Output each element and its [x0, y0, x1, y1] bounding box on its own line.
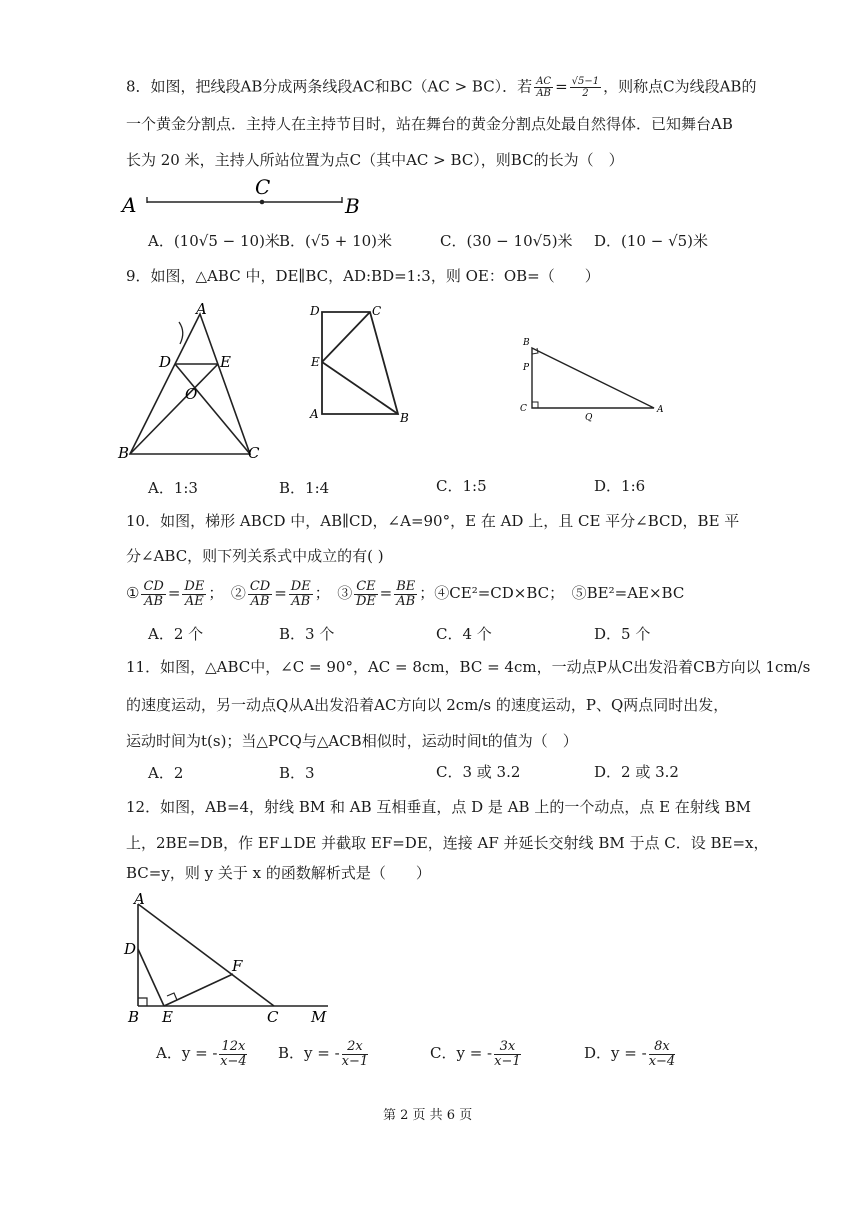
q12-line2: 上，2BE=DB，作 EF⊥DE 并截取 EF=DE，连接 AF 并延长交射线 BM 于点 C．设 BE=x， [126, 834, 769, 852]
q8-option-c: C．(30 − 10√5)米 [440, 232, 573, 250]
q10-relations: ① $\frac{CD}{AB}$ = $\frac{DE}{AE}$ ； ② $\frac{CD}{AB}$ = $\frac{DE}{AB}$ ； ③ $\frac{CE}{DE}$ = $\frac{BE}{AB}$ ；④CE²=CD×BC； ⑤BE²=AE×BC [126, 578, 685, 609]
svg-text:C: C [267, 1008, 279, 1026]
svg-text:D: D [310, 304, 320, 318]
q9-figure-triangle [112, 296, 272, 466]
q8-option-d: D．(10 − √5)米 [594, 232, 709, 250]
q12-option-d: D．y = - $\frac{8x}{x-4}$ [584, 1038, 676, 1069]
svg-text:B: B [128, 1008, 140, 1026]
svg-text:C: C [248, 444, 260, 462]
svg-text:D: D [159, 353, 172, 371]
svg-text:E: E [311, 355, 320, 369]
svg-text:F: F [232, 957, 243, 975]
q10-option-a: A．2 个 [148, 625, 204, 643]
q9-option-c: C．1:5 [436, 477, 487, 495]
q10-line2: 分∠ABC，则下列关系式中成立的有( ) [126, 547, 384, 565]
q12-figure [118, 890, 338, 1025]
q8-line2: 一个黄金分割点．主持人在主持节目时，站在舞台的黄金分割点处最自然得体．已知舞台AB [126, 115, 733, 133]
q8-line1-b: ，则称点C为线段AB的 [603, 77, 757, 96]
svg-text:B: B [118, 444, 130, 462]
q9-option-a: A．1:3 [148, 479, 198, 497]
q12-option-a: A．y = - $\frac{12x}{x-4}$ [156, 1038, 247, 1069]
q8-line1-a: 8．如图，把线段AB分成两条线段AC和BC（AC > BC）．若 [126, 77, 533, 96]
q12-line1: 12．如图，AB=4，射线 BM 和 AB 互相垂直，点 D 是 AB 上的一个动点，点 E 在射线 BM [126, 798, 751, 816]
svg-text:B: B [523, 338, 530, 348]
q10-option-d: D．5 个 [594, 625, 651, 643]
q11-line1: 11．如图，△ABC中，∠C = 90°，AC = 8cm，BC = 4cm，一动点P从C出发沿着CB方向以 1cm/s [126, 658, 811, 676]
q8-line3: 长为 20 米，主持人所站位置为点C（其中AC > BC），则BC的长为（ ） [126, 151, 624, 169]
q9-figure-trapezoid [306, 298, 426, 438]
svg-text:O: O [185, 385, 198, 403]
q12-line3: BC=y，则 y 关于 x 的函数解析式是（ ） [126, 864, 431, 882]
svg-text:P: P [523, 363, 530, 373]
svg-text:M: M [311, 1008, 327, 1026]
q11-option-d: D．2 或 3.2 [594, 763, 679, 781]
q9-option-d: D．1:6 [594, 477, 646, 495]
svg-text:C: C [520, 404, 527, 414]
q10-line1: 10．如图，梯形 ABCD 中，AB∥CD，∠A=90°，E 在 AD 上，且 CE 平分∠BCD，BE 平 [126, 512, 740, 530]
q11-option-a: A．2 [148, 764, 184, 782]
svg-text:A: A [196, 300, 207, 318]
q8-line1: 8．如图，把线段AB分成两条线段AC和BC（AC > BC）．若 $\frac{AC}{AB}$ = $\frac{√5-1}{2}$ ，则称点C为线段AB的 [126, 76, 757, 99]
q11-line3: 运动时间为t(s)；当△PCQ与△ACB相似时，运动时间t的值为（ ） [126, 732, 578, 750]
svg-text:A: A [310, 407, 319, 421]
svg-text:E: E [162, 1008, 173, 1026]
q8-ratio-fraction: $\frac{AC}{AB}$ [536, 76, 552, 99]
q8-option-a: A．(10√5 − 10)米 [148, 232, 280, 250]
q9-option-b: B．1:4 [279, 479, 330, 497]
svg-text:B: B [400, 411, 409, 425]
svg-text:A: A [134, 890, 145, 908]
svg-text:C: C [372, 304, 382, 318]
q8-segment-figure [120, 175, 360, 218]
q8-golden-fraction: $\frac{√5-1}{2}$ [571, 76, 600, 99]
q12-option-b: B．y = - $\frac{2x}{x-1}$ [278, 1038, 369, 1069]
q8-option-b: B．(√5 + 10)米 [279, 232, 393, 250]
svg-text:D: D [124, 940, 137, 958]
q11-line2: 的速度运动，另一动点Q从A出发沿着AC方向以 2cm/s 的速度运动，P、Q两点同时出发， [126, 696, 729, 714]
q9-stem: 9．如图，△ABC 中，DE∥BC，AD:BD=1:3，则 OE：OB=（ ） [126, 267, 600, 285]
q11-option-b: B．3 [279, 764, 315, 782]
svg-text:A: A [657, 405, 664, 415]
q11-option-c: C．3 或 3.2 [436, 763, 521, 781]
page-footer: 第 2 页 共 6 页 [383, 1108, 473, 1123]
q9-figure-right-triangle [516, 334, 676, 424]
q8-label-A: A [122, 193, 137, 217]
q10-option-b: B．3 个 [279, 625, 335, 643]
q12-option-c: C．y = - $\frac{3x}{x-1}$ [430, 1038, 521, 1069]
q10-option-c: C．4 个 [436, 625, 492, 643]
q8-label-B: B [345, 194, 360, 218]
svg-text:Q: Q [585, 413, 593, 423]
svg-text:E: E [220, 353, 231, 371]
q8-label-C: C [255, 175, 271, 199]
